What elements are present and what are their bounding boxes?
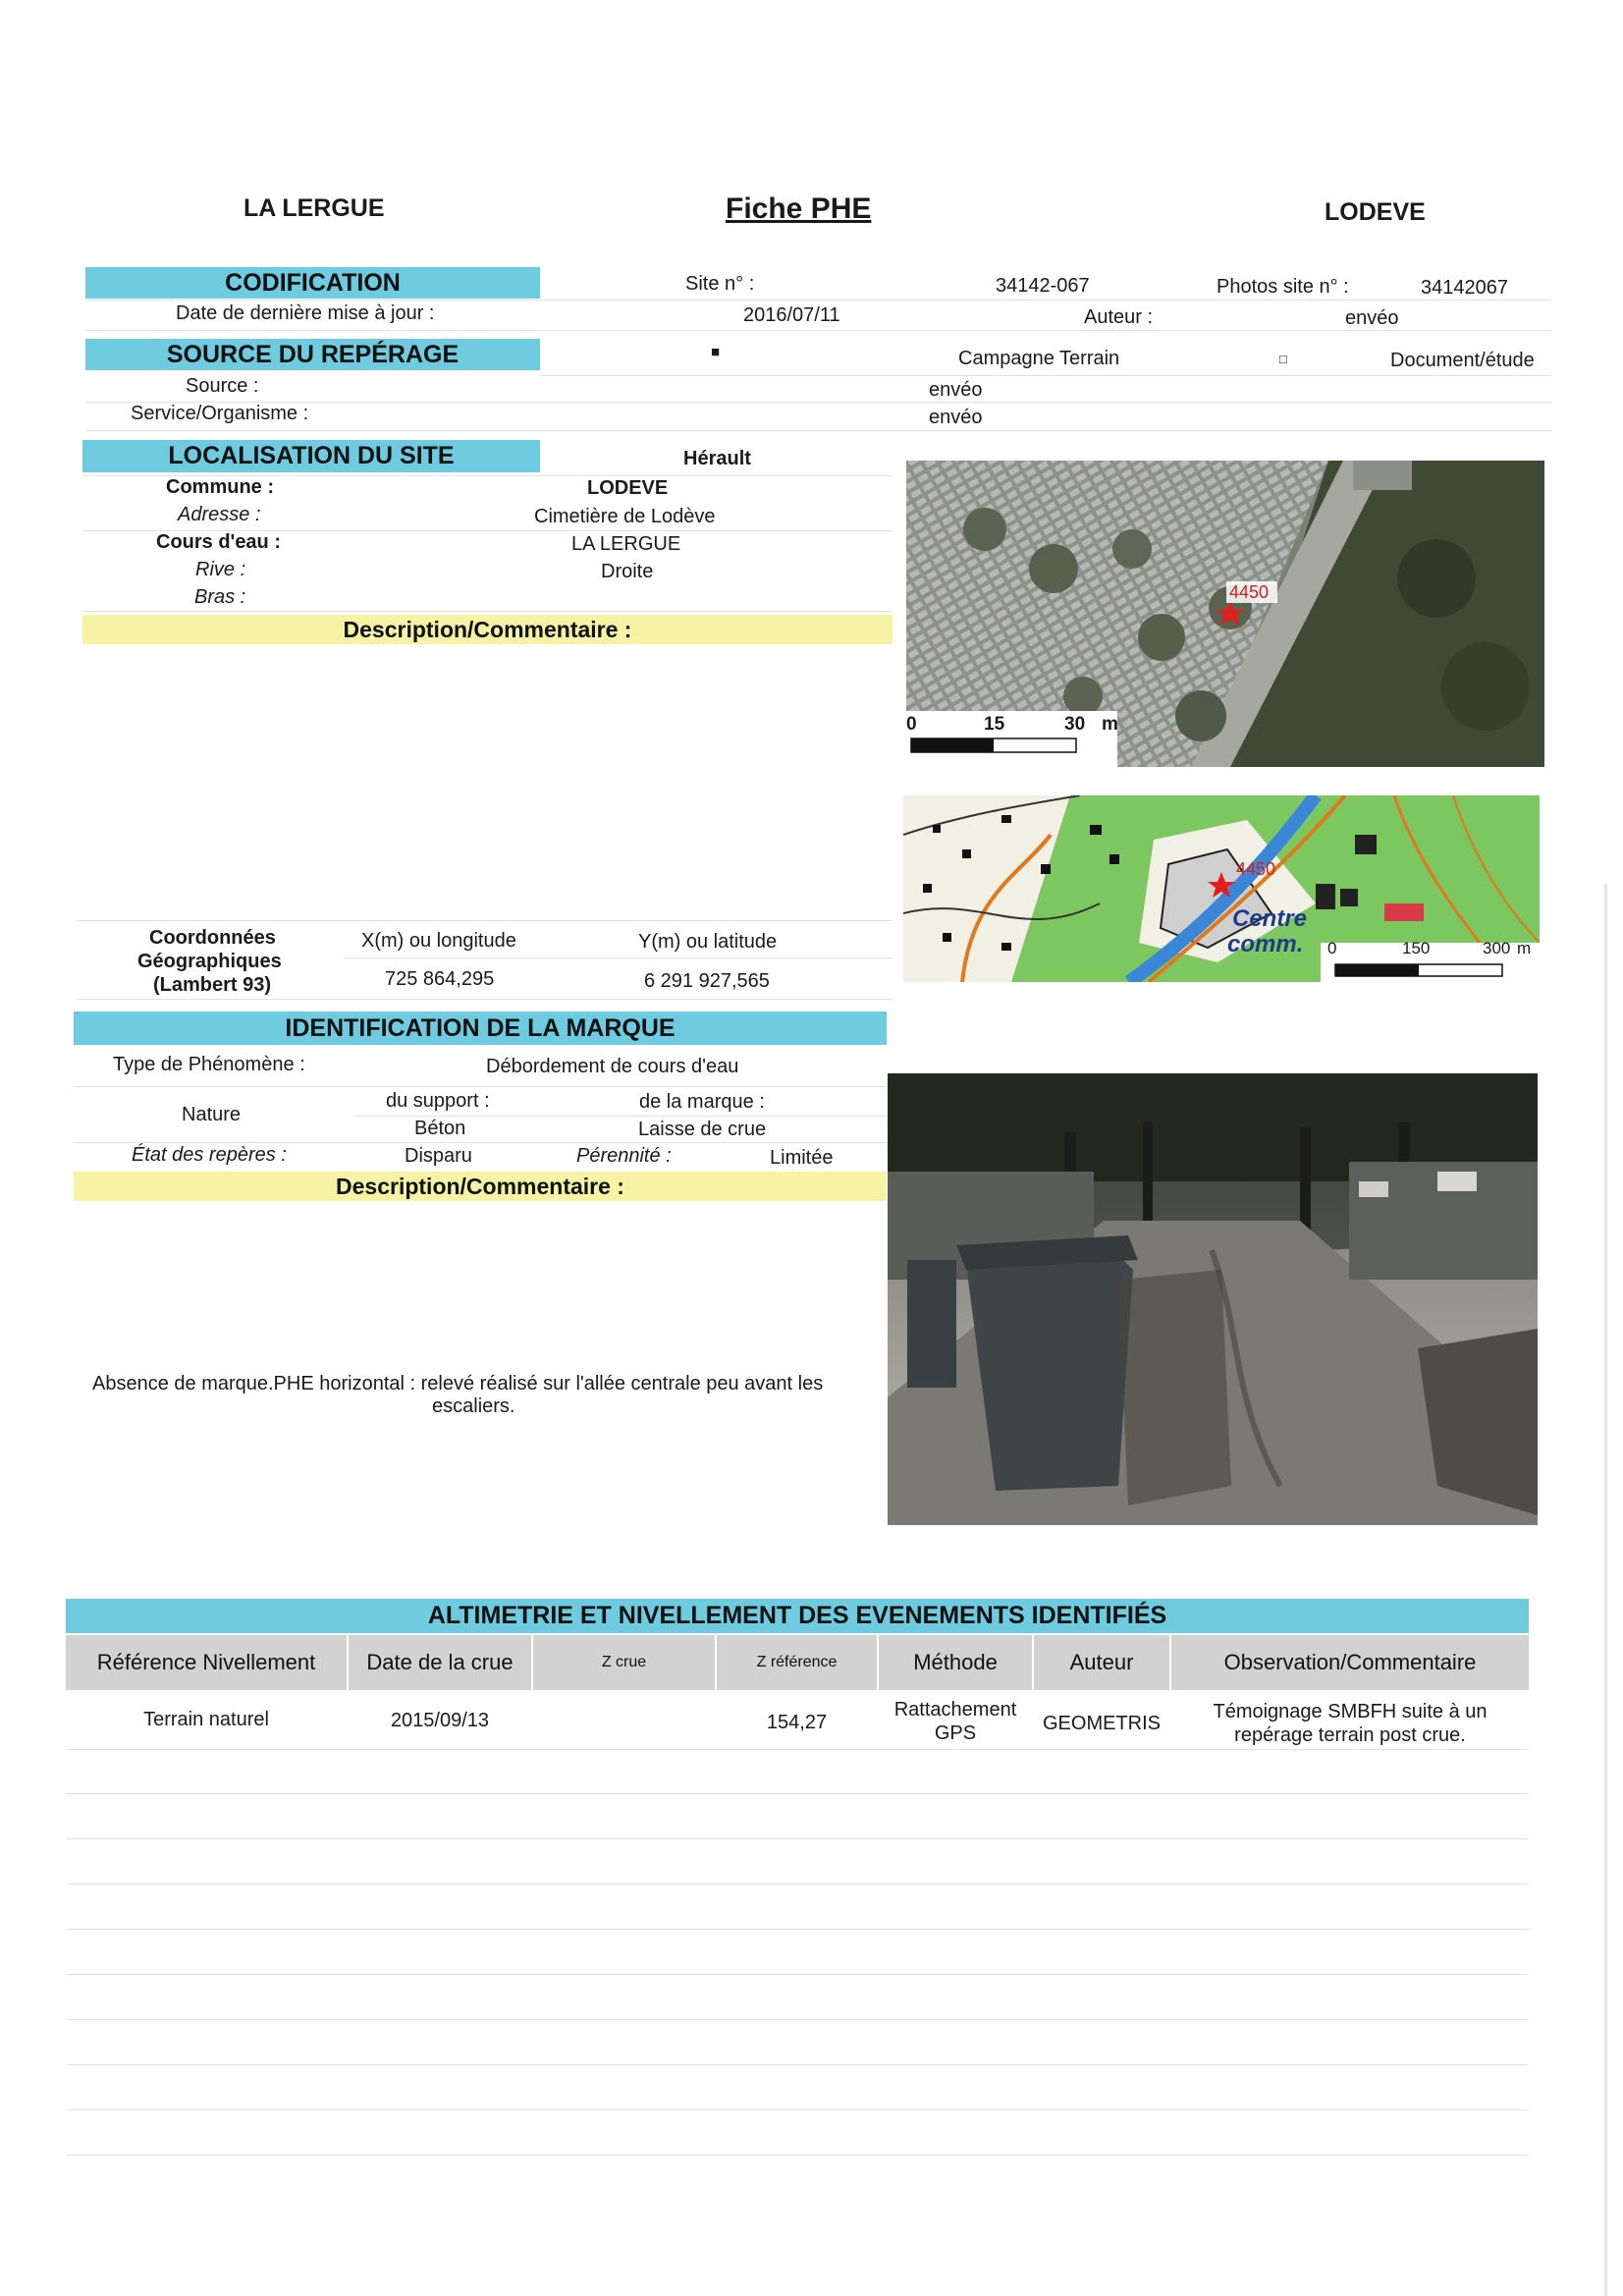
- identification-description-line-2: escaliers.: [432, 1395, 515, 1417]
- etat-value: Disparu: [405, 1145, 472, 1167]
- x-coord-value: 725 864,295: [385, 968, 495, 990]
- topo-label-comm: comm.: [1227, 931, 1304, 957]
- cell-date: 2015/09/13: [390, 1710, 490, 1731]
- cell-observation-2: repérage terrain post crue.: [1234, 1724, 1466, 1746]
- type-value: Débordement de cours d'eau: [486, 1056, 739, 1077]
- topo-marker-label: 4450: [1236, 859, 1276, 879]
- aerial-scale-0: 0: [906, 714, 917, 735]
- col-date: Date de la crue: [349, 1635, 533, 1690]
- adresse-value: Cimetière de Lodève: [534, 506, 716, 527]
- service-label: Service/Organisme :: [131, 403, 309, 424]
- col-observation: Observation/Commentaire: [1171, 1635, 1531, 1690]
- col-auteur: Auteur: [1034, 1635, 1171, 1690]
- coords-label-3: (Lambert 93): [153, 974, 272, 996]
- photos-number-value: 34142067: [1421, 277, 1508, 299]
- topo-scale-0: 0: [1327, 939, 1337, 957]
- source-label: Source :: [186, 375, 259, 397]
- author-value: envéo: [1345, 307, 1399, 329]
- support-label: du support :: [386, 1090, 490, 1112]
- document-label: Document/étude: [1390, 350, 1535, 371]
- y-coord-value: 6 291 927,565: [644, 970, 770, 992]
- rive-label: Rive :: [195, 559, 246, 580]
- localisation-header: LOCALISATION DU SITE: [82, 440, 540, 472]
- cell-reference: Terrain naturel: [143, 1709, 269, 1730]
- y-coord-label: Y(m) ou latitude: [638, 931, 778, 953]
- site-photo: [888, 1073, 1538, 1525]
- document-checkbox: □: [1279, 352, 1287, 366]
- type-label: Type de Phénomène :: [113, 1054, 305, 1075]
- scan-edge: [1604, 884, 1607, 2296]
- adresse-label: Adresse :: [178, 504, 261, 525]
- perennite-value: Limitée: [770, 1147, 834, 1169]
- aerial-scale-unit: m: [1102, 714, 1118, 735]
- perennite-label: Pérennité :: [576, 1145, 672, 1167]
- topo-scale-300: 300: [1483, 939, 1511, 957]
- codification-header: CODIFICATION: [85, 267, 540, 299]
- nature-label: Nature: [182, 1104, 242, 1125]
- support-value: Béton: [414, 1118, 466, 1139]
- altimetrie-header: ALTIMETRIE ET NIVELLEMENT DES EVENEMENTS IDENTIFIÉS: [66, 1599, 1529, 1633]
- site-number-value: 34142-067: [996, 275, 1090, 297]
- photos-number-label: Photos site n° :: [1217, 276, 1349, 298]
- col-z-reference: Z référence: [717, 1635, 879, 1690]
- marque-label: de la marque :: [639, 1091, 765, 1113]
- header-right: LODEVE: [1325, 198, 1426, 226]
- col-reference: Référence Nivellement: [66, 1635, 349, 1690]
- campagne-checkbox: ■: [711, 344, 721, 360]
- source-value: envéo: [929, 379, 983, 401]
- aerial-scale-30: 30: [1064, 714, 1086, 735]
- cell-methode-2: GPS: [934, 1722, 977, 1744]
- cell-z-reference: 154,27: [766, 1712, 828, 1733]
- topo-label-centre: Centre: [1232, 905, 1308, 932]
- col-methode: Méthode: [879, 1635, 1034, 1690]
- identification-description-title: Description/Commentaire :: [74, 1172, 887, 1201]
- update-date-label: Date de dernière mise à jour :: [176, 302, 435, 324]
- aerial-map: [906, 461, 1544, 767]
- campagne-label: Campagne Terrain: [958, 348, 1120, 369]
- commune-value: LODEVE: [587, 477, 669, 499]
- cell-auteur: GEOMETRIS: [1042, 1713, 1161, 1734]
- service-value: envéo: [929, 407, 983, 428]
- cours-eau-value: LA LERGUE: [571, 533, 681, 555]
- author-label: Auteur :: [1084, 306, 1154, 328]
- cours-eau-label: Cours d'eau :: [156, 531, 281, 553]
- bras-label: Bras :: [194, 586, 246, 608]
- topographic-map: [903, 795, 1540, 982]
- header-left: LA LERGUE: [243, 194, 385, 222]
- aerial-marker-label: 4450: [1229, 582, 1270, 602]
- aerial-scale-15: 15: [984, 714, 1005, 735]
- coords-label-1: Coordonnées: [149, 927, 276, 949]
- col-z-crue: Z crue: [533, 1635, 717, 1690]
- localisation-description-title: Description/Commentaire :: [82, 615, 893, 644]
- etat-label: État des repères :: [132, 1144, 287, 1166]
- cell-methode-1: Rattachement: [893, 1699, 1017, 1721]
- marque-value: Laisse de crue: [638, 1119, 767, 1140]
- site-number-label: Site n° :: [685, 273, 755, 295]
- department: Hérault: [683, 448, 751, 469]
- rive-value: Droite: [601, 561, 654, 582]
- source-header: SOURCE DU REPÉRAGE: [85, 339, 540, 370]
- identification-header: IDENTIFICATION DE LA MARQUE: [74, 1011, 887, 1045]
- identification-description-line-1: Absence de marque.PHE horizontal : relevé réalisé sur l'allée centrale peu avant les: [92, 1373, 824, 1394]
- x-coord-label: X(m) ou longitude: [361, 930, 516, 952]
- cell-observation-1: Témoignage SMBFH suite à un: [1213, 1701, 1488, 1722]
- topo-scale-150: 150: [1402, 939, 1431, 957]
- page-title: Fiche PHE: [726, 192, 872, 225]
- update-date-value: 2016/07/11: [743, 304, 840, 326]
- coords-label-2: Géographiques: [137, 951, 282, 972]
- commune-label: Commune :: [166, 476, 274, 498]
- topo-scale-unit: m: [1517, 939, 1532, 957]
